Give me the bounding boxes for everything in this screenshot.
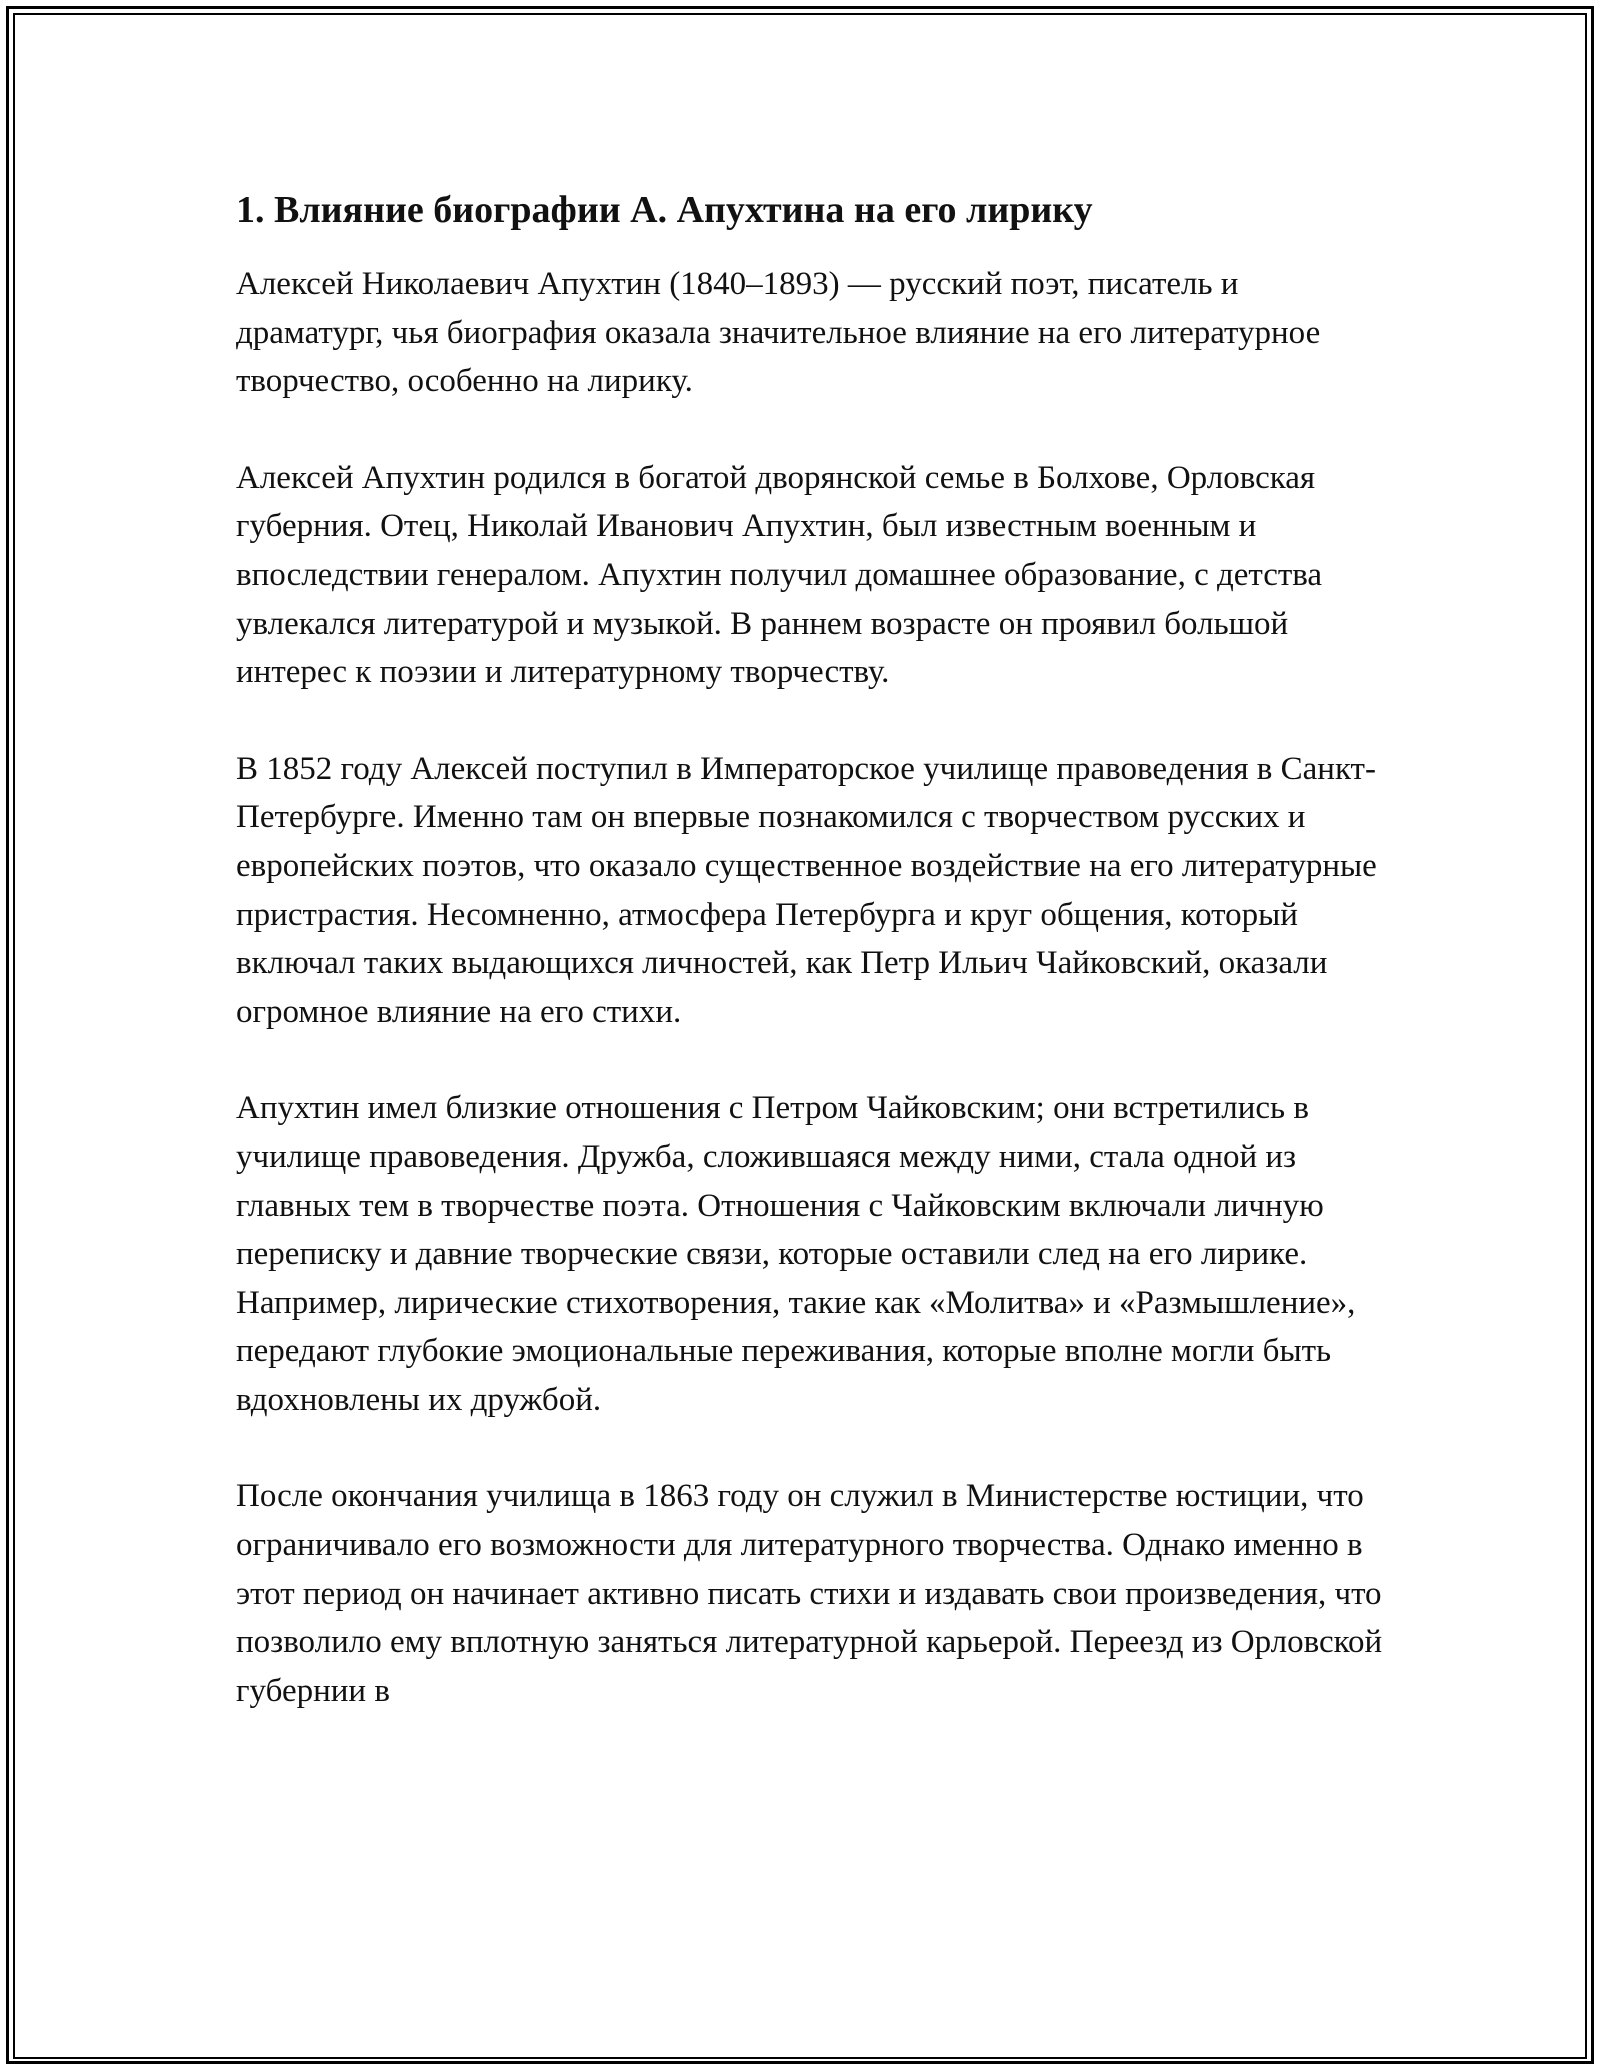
section-heading: 1. Влияние биографии А. Апухтина на его лирику (236, 189, 1093, 231)
document-body (236, 186, 1386, 1763)
paragraph-career: После окончания училища в 1863 году он служил в Министерстве юстиции, что ограничивало его возможности для литературного творчества. Однако именно в этот период он начинает активно писать стихи и издавать свои произведения, что позволило ему вплотную заняться литературной карьерой. Переезд из Орловской губернии в (236, 1478, 1383, 1709)
paragraph-intro: Алексей Николаевич Апухтин (1840–1893) — русский поэт, писатель и драматург, чья биография оказала значительное влияние на его литературное творчество, особенно на лирику. (236, 266, 1321, 400)
paragraph-tchaikovsky: Апухтин имел близкие отношения с Петром Чайковским; они встретились в училище правоведения. Дружба, сложившаяся между ними, стала одной из главных тем в творчестве поэта. Отношения с Чайковским включали личную переписку и давние творческие связи, которые оставили след на его лирике. Например, лирические стихотворения, такие как «Молитва» и «Размышление», передают глубокие эмоциональные переживания, которые вполне могли быть вдохновлены их дружбой. (236, 1090, 1356, 1418)
paragraph-school: В 1852 году Алексей поступил в Императорское училище правоведения в Санкт-Петербурге. Именно там он впервые познакомился с творчеством русских и европейских поэтов, что оказало существенное воздействие на его литературные пристрастия. Несомненно, атмосфера Петербурга и круг общения, который включал таких выдающихся личностей, как Петр Ильич Чайковский, оказали огромное влияние на его стихи. (236, 750, 1377, 1030)
paragraph-childhood: Алексей Апухтин родился в богатой дворянской семье в Болхове, Орловская губерния. Отец, Николай Иванович Апухтин, был известным военным и впоследствии генералом. Апухтин получил домашнее образование, с детства увлекался литературой и музыкой. В раннем возрасте он проявил большой интерес к поэзии и литературному творчеству. (236, 459, 1323, 691)
